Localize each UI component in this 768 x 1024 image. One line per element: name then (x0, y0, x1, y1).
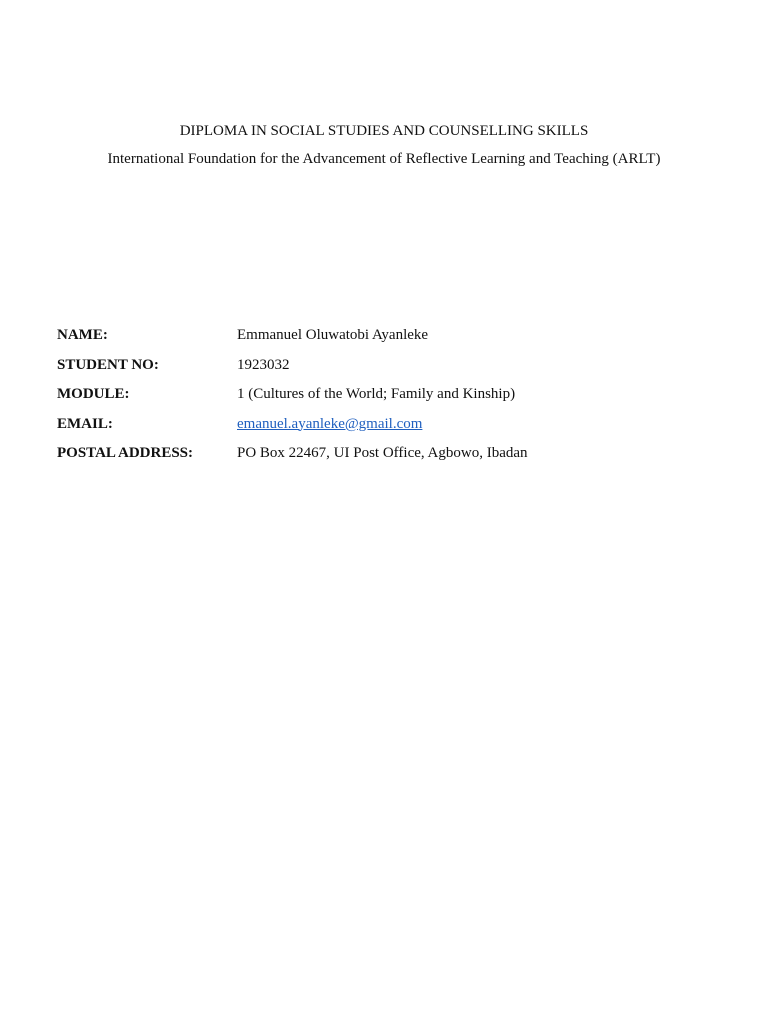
info-row-name (57, 327, 737, 357)
module-value: 1 (Cultures of the World; Family and Kinship) (237, 386, 516, 402)
name-value: Emmanuel Oluwatobi Ayanleke (237, 327, 429, 343)
info-row-module (57, 386, 737, 416)
info-row-postal-address (57, 445, 737, 475)
postal-address-value: PO Box 22467, UI Post Office, Agbowo, Ibadan (237, 445, 528, 461)
email-label: EMAIL: (57, 415, 113, 432)
document-subtitle: International Foundation for the Advancement of Reflective Learning and Teaching (ARLT) (107, 151, 661, 167)
document-title: DIPLOMA IN SOCIAL STUDIES AND COUNSELLING SKILLS (179, 123, 589, 139)
postal-address-label: POSTAL ADDRESS: (57, 445, 194, 461)
email-link[interactable]: emanuel.ayanleke@gmail.com (237, 415, 423, 432)
info-row-email (57, 416, 737, 446)
module-label: MODULE: (57, 386, 130, 402)
info-row-student-no (57, 357, 737, 387)
student-no-value: 1923032 (237, 356, 290, 373)
student-info-table (57, 327, 737, 475)
name-label: NAME: (57, 327, 108, 343)
student-no-label: STUDENT NO: (57, 356, 159, 373)
